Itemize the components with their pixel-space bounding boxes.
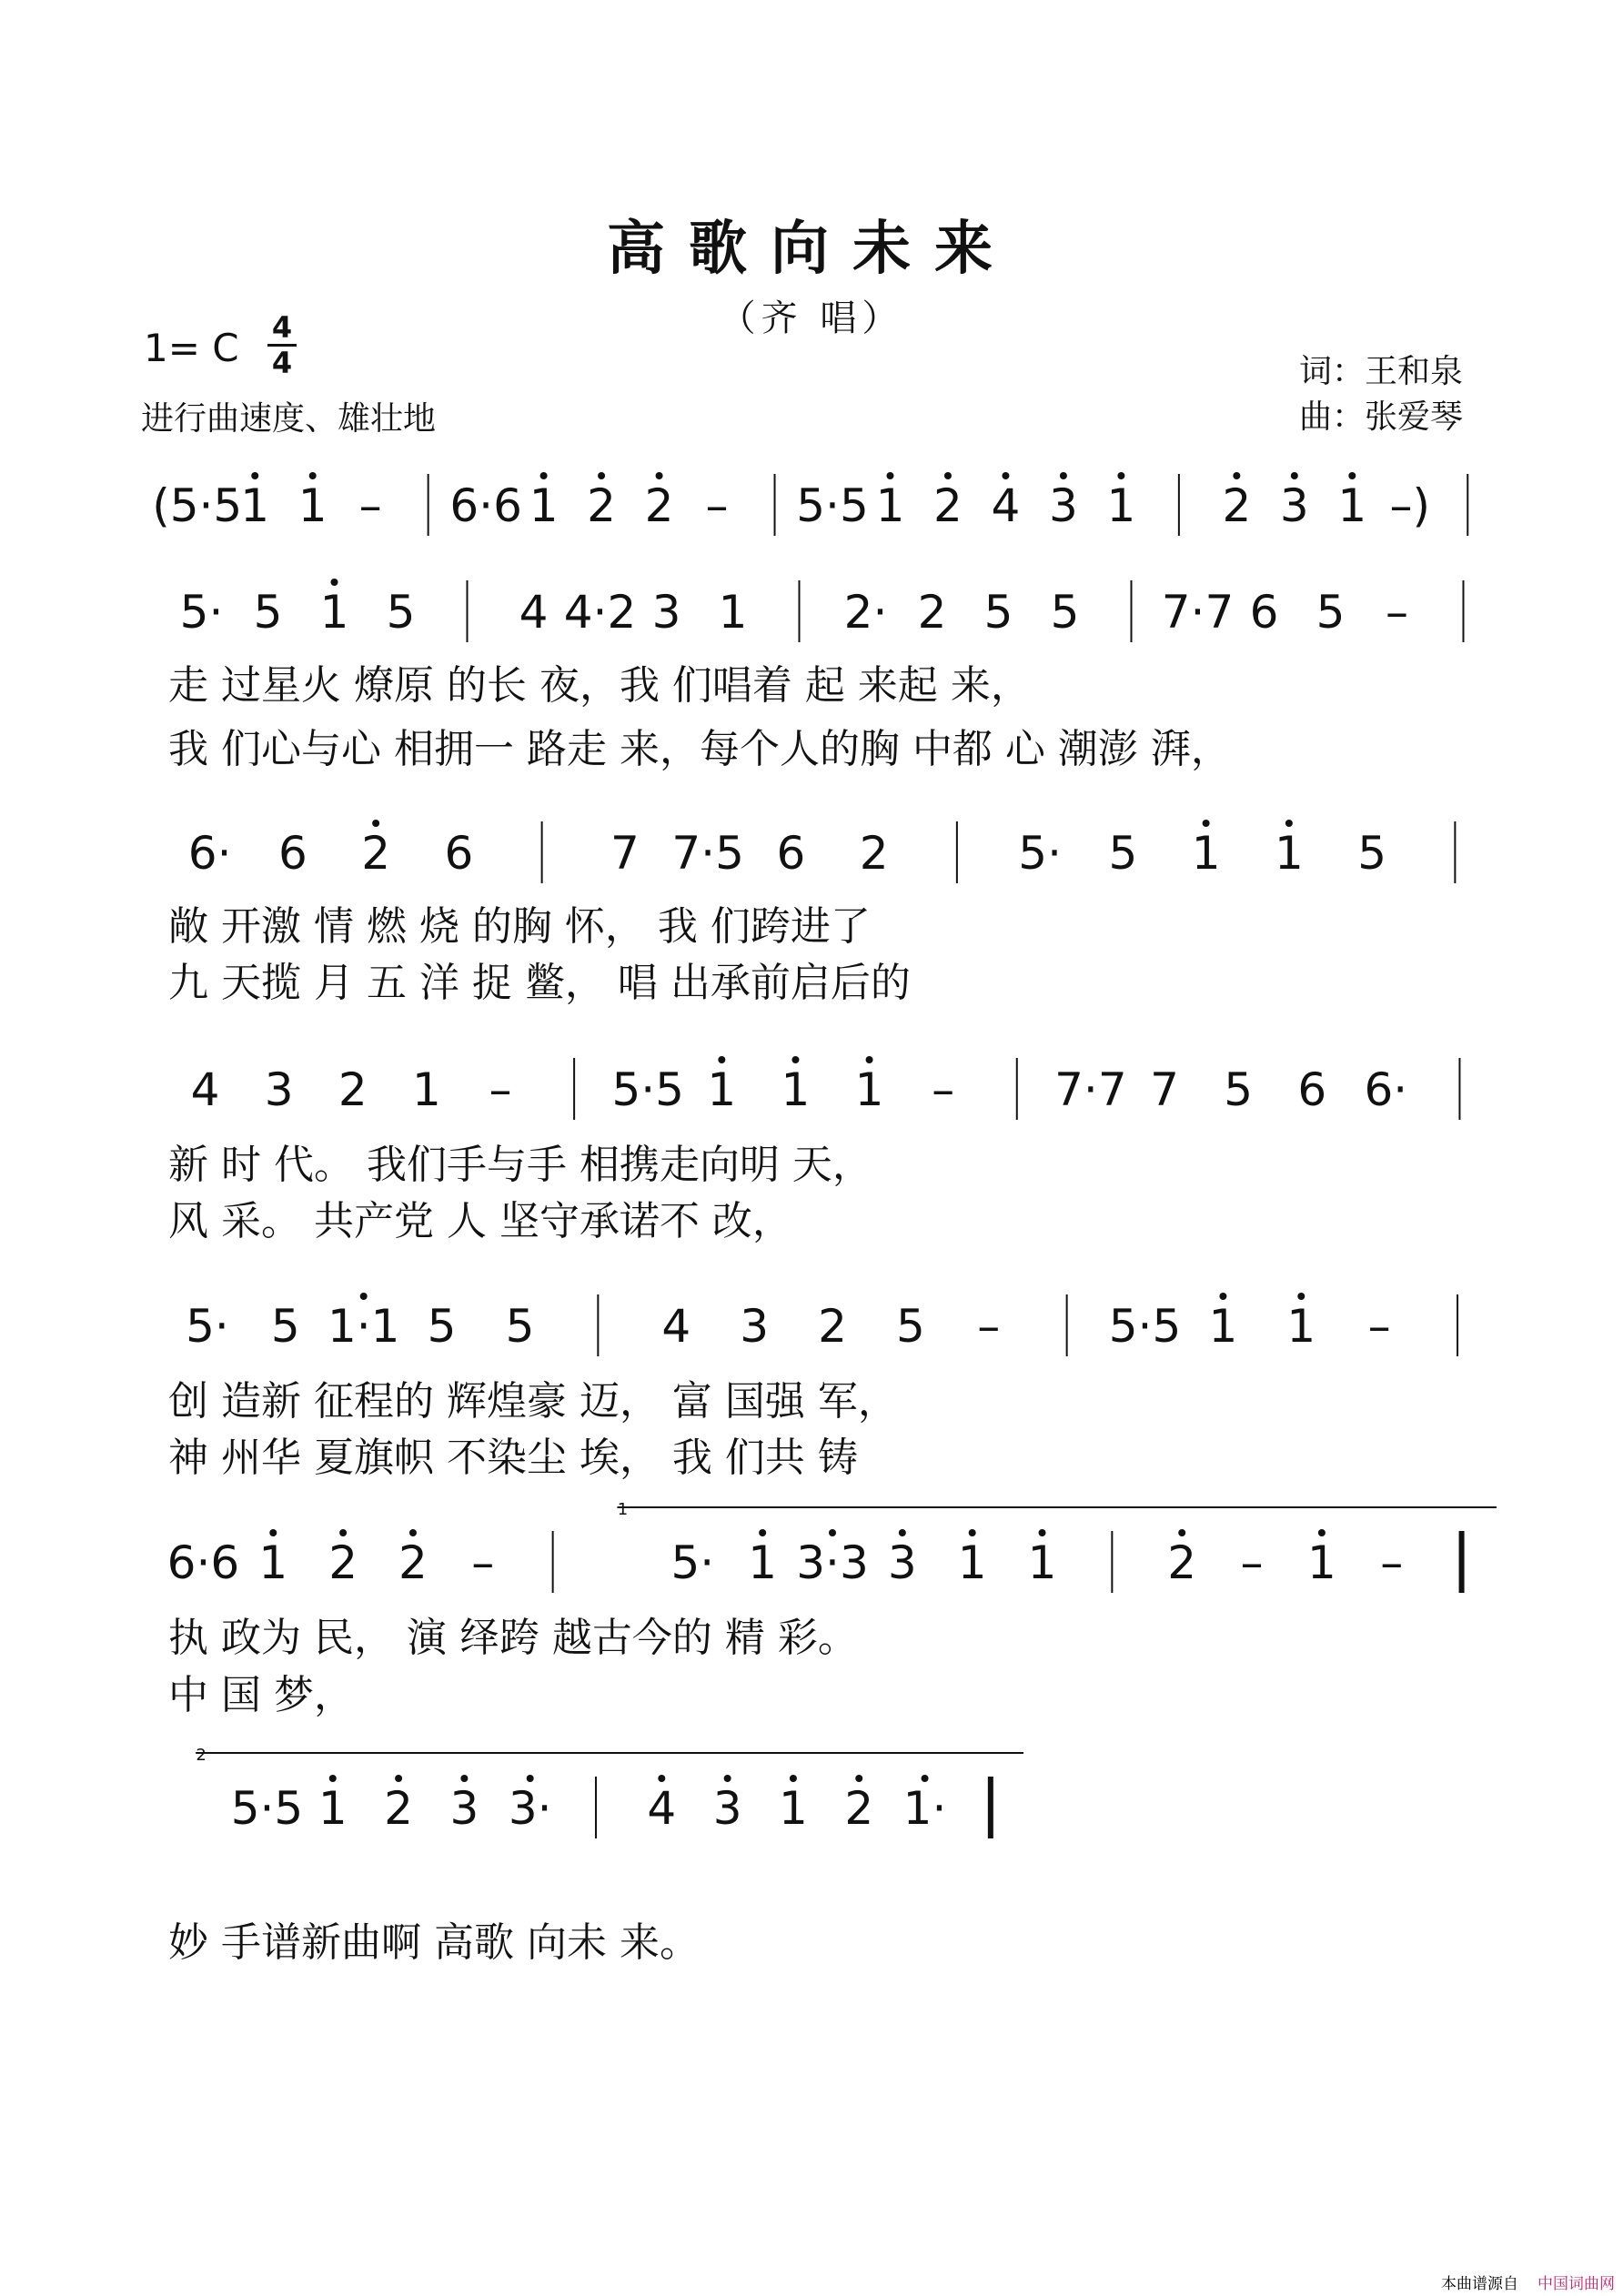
- score-note: 5·: [179, 586, 224, 639]
- score-note: 5: [1108, 827, 1138, 880]
- lyric-line: 神 州华 夏旗帜 不染尘 埃， 我 们共 铸: [168, 1435, 858, 1481]
- score-note: 5: [427, 1300, 457, 1353]
- score-note: –: [358, 479, 382, 532]
- octave-dot: [790, 1775, 797, 1782]
- octave-dot: [1039, 1529, 1046, 1536]
- score-note: 7: [610, 827, 640, 880]
- score-note: 5: [1357, 827, 1387, 880]
- score-note: 2: [1167, 1536, 1197, 1589]
- score-note: 3: [712, 1782, 742, 1835]
- score-note: –: [471, 1536, 495, 1589]
- score-note: 5·5: [611, 1063, 684, 1116]
- time-signature-numerator: 4: [271, 310, 293, 345]
- score-note: 5: [505, 1300, 535, 1353]
- score-note: 2: [1222, 479, 1252, 532]
- score-note: 1: [1027, 1536, 1057, 1589]
- score-note: 2: [818, 1300, 847, 1353]
- octave-dot: [1203, 820, 1210, 827]
- octave-dot: [409, 1529, 417, 1536]
- score-note: 5: [1316, 586, 1346, 639]
- score-note: 7: [1150, 1063, 1179, 1116]
- octave-dot: [1285, 820, 1293, 827]
- score-note: 4: [661, 1300, 691, 1353]
- octave-dot: [1178, 1529, 1185, 1536]
- volta-number: 1: [617, 1500, 629, 1519]
- score-note: 2: [933, 479, 963, 532]
- octave-dot: [329, 1775, 337, 1782]
- score-note: 1·1: [327, 1300, 400, 1353]
- score-note: 5: [895, 1300, 925, 1353]
- score-note: 1: [748, 1536, 778, 1589]
- score-note: 2: [361, 827, 391, 880]
- score-note: 6: [776, 827, 806, 880]
- score-note: –): [1389, 479, 1431, 532]
- octave-dot: [791, 1056, 799, 1063]
- volta-number: 2: [196, 1746, 207, 1765]
- composer-credit: 曲：张爱琴: [1299, 398, 1464, 436]
- score-note: 1: [781, 1063, 811, 1116]
- octave-dot: [309, 472, 317, 479]
- score-note: 1: [1208, 1300, 1238, 1353]
- lyric-line: 新 时 代。 我们手与手 相携走向明 天，: [168, 1142, 872, 1188]
- score-note: 2: [384, 1782, 413, 1835]
- score-note: 1: [319, 586, 349, 639]
- source-site-name: 中国词曲网: [1537, 2275, 1615, 2293]
- score-note: 1: [258, 1536, 288, 1589]
- octave-dot: [1318, 1529, 1326, 1536]
- octave-dot: [718, 1056, 725, 1063]
- octave-dot: [598, 472, 605, 479]
- score-note: –: [1380, 1536, 1404, 1589]
- octave-dot: [540, 472, 548, 479]
- octave-dot: [899, 1529, 906, 1536]
- octave-dot: [724, 1775, 731, 1782]
- score-note: 5·: [670, 1536, 715, 1589]
- lyric-line: 妙 手谱新曲啊 高歌 向未 来。: [168, 1919, 700, 1966]
- score-note: –: [705, 479, 729, 532]
- score-note: 2: [844, 1782, 874, 1835]
- octave-dot: [829, 1529, 836, 1536]
- octave-dot: [339, 1529, 347, 1536]
- score-note: 6·6: [166, 1536, 240, 1589]
- lyricist-credit: 词：王和泉: [1299, 353, 1464, 390]
- octave-dot: [1219, 1293, 1226, 1300]
- score-note: 5: [1050, 586, 1080, 639]
- score-note: 6·: [187, 827, 232, 880]
- score-note: 1·: [902, 1782, 947, 1835]
- score-note: 3: [651, 586, 681, 639]
- score-note: 5: [386, 586, 416, 639]
- octave-dot: [360, 1293, 368, 1300]
- octave-dot: [866, 1056, 873, 1063]
- octave-dot: [1233, 472, 1240, 479]
- octave-dot: [855, 1775, 862, 1782]
- lyric-line: 敞 开激 情 燃 烧 的胸 怀， 我 们跨进了: [168, 903, 871, 950]
- score-note: –: [1367, 1300, 1391, 1353]
- score-note: 4·2: [563, 586, 637, 639]
- score-note: 5: [253, 586, 283, 639]
- score-note: 2: [338, 1063, 368, 1116]
- score-note: –: [932, 1063, 955, 1116]
- score-note: 6·: [1364, 1063, 1408, 1116]
- score-note: 2·: [843, 586, 888, 639]
- score-note: 1: [411, 1063, 441, 1116]
- score-note: 1: [1106, 479, 1136, 532]
- time-signature-denominator: 4: [271, 346, 293, 380]
- score-note: 7·5: [671, 827, 744, 880]
- score-note: 2: [859, 827, 889, 880]
- score-note: (5·5: [152, 479, 243, 532]
- score-note: 1: [957, 1536, 987, 1589]
- lyric-line: 中 国 梦，: [168, 1672, 354, 1718]
- score-note: 1: [875, 479, 905, 532]
- octave-dot: [656, 472, 663, 479]
- octave-dot: [759, 1529, 766, 1536]
- score-note: 1: [529, 479, 559, 532]
- octave-dot: [1297, 1293, 1305, 1300]
- octave-dot: [395, 1775, 402, 1782]
- score-note: 1: [707, 1063, 737, 1116]
- octave-dot: [1002, 472, 1009, 479]
- score-note: 1: [318, 1782, 348, 1835]
- score-note: 7·7: [1161, 586, 1235, 639]
- score-note: 2: [644, 479, 674, 532]
- octave-dot: [251, 472, 258, 479]
- score-note: 3: [264, 1063, 294, 1116]
- octave-dot: [331, 579, 338, 586]
- score-note: –: [977, 1300, 1001, 1353]
- octave-dot: [269, 1529, 277, 1536]
- score-note: 4: [190, 1063, 220, 1116]
- performance-style: （齐 唱）: [719, 297, 904, 339]
- score-note: 3·3: [796, 1536, 869, 1589]
- score-note: 4: [991, 479, 1021, 532]
- score-note: 6: [1249, 586, 1279, 639]
- octave-dot: [1060, 472, 1067, 479]
- score-note: 6: [444, 827, 474, 880]
- score-note: 4: [519, 586, 549, 639]
- score-note: 5·: [1018, 827, 1062, 880]
- score-note: 2: [328, 1536, 358, 1589]
- score-note: 2: [398, 1536, 428, 1589]
- octave-dot: [1291, 472, 1298, 479]
- score-note: 3: [740, 1300, 770, 1353]
- score-note: 1: [779, 1782, 808, 1835]
- octave-dot: [944, 472, 952, 479]
- octave-dot: [969, 1529, 976, 1536]
- octave-dot: [527, 1775, 534, 1782]
- score-note: 6·6: [449, 479, 522, 532]
- octave-dot: [886, 472, 893, 479]
- score-note: 5·5: [796, 479, 869, 532]
- key-signature: 1= C: [144, 326, 239, 370]
- score-note: 5: [270, 1300, 300, 1353]
- lyric-line: 执 政为 民， 演 绎跨 越古今的 精 彩。: [168, 1615, 858, 1661]
- score-note: 1: [1306, 1536, 1336, 1589]
- score-note: 1: [1337, 479, 1367, 532]
- score-note: 6: [277, 827, 307, 880]
- song-title: 高歌向未来: [607, 215, 1016, 283]
- score-note: 5: [983, 586, 1013, 639]
- lyric-line: 九 天揽 月 五 洋 捉 鳖， 唱 出承前启后的: [168, 960, 911, 1006]
- score-note: 3·: [508, 1782, 552, 1835]
- score-note: 1: [1191, 827, 1221, 880]
- score-note: 1: [240, 479, 270, 532]
- lyric-line: 创 造新 征程的 辉煌豪 迈， 富 国强 军，: [168, 1378, 898, 1425]
- lyric-line: 我 们心与心 相拥一 路走 来，每个人的胸 中都 心 潮澎 湃，: [168, 726, 1231, 772]
- score-note: –: [1240, 1536, 1264, 1589]
- score-note: 5·: [186, 1300, 229, 1353]
- score-note: –: [489, 1063, 512, 1116]
- score-note: 5·5: [1108, 1300, 1182, 1353]
- octave-dot: [460, 1775, 468, 1782]
- score-note: 6: [1297, 1063, 1327, 1116]
- octave-dot: [658, 1775, 665, 1782]
- score-note: –: [1386, 586, 1408, 639]
- score-note: 1: [718, 586, 748, 639]
- score-note: 3: [1279, 479, 1309, 532]
- score-note: 3: [1049, 479, 1078, 532]
- score-note: 3: [449, 1782, 479, 1835]
- score-note: 4: [647, 1782, 677, 1835]
- octave-dot: [372, 820, 379, 827]
- score-note: 1: [297, 479, 328, 532]
- octave-dot: [1117, 472, 1124, 479]
- score-note: 3: [887, 1536, 917, 1589]
- score-note: 1: [1274, 827, 1304, 880]
- octave-dot: [922, 1775, 929, 1782]
- score-note: 7·7: [1054, 1063, 1127, 1116]
- source-label: 本曲谱源自: [1441, 2275, 1518, 2293]
- lyric-line: 风 采。 共产党 人 坚守承诺不 改，: [168, 1198, 792, 1244]
- score-note: 5: [1224, 1063, 1254, 1116]
- score-note: 2: [587, 479, 616, 532]
- score-note: 2: [917, 586, 947, 639]
- score-note: 1: [854, 1063, 884, 1116]
- tempo-marking: 进行曲速度、雄壮地: [141, 400, 437, 438]
- lyric-line: 走 过星火 燎原 的长 夜，我 们唱着 起 来起 来，: [168, 662, 1031, 709]
- octave-dot: [1348, 472, 1356, 479]
- score-note: 5·5: [230, 1782, 304, 1835]
- score-note: 1: [1286, 1300, 1316, 1353]
